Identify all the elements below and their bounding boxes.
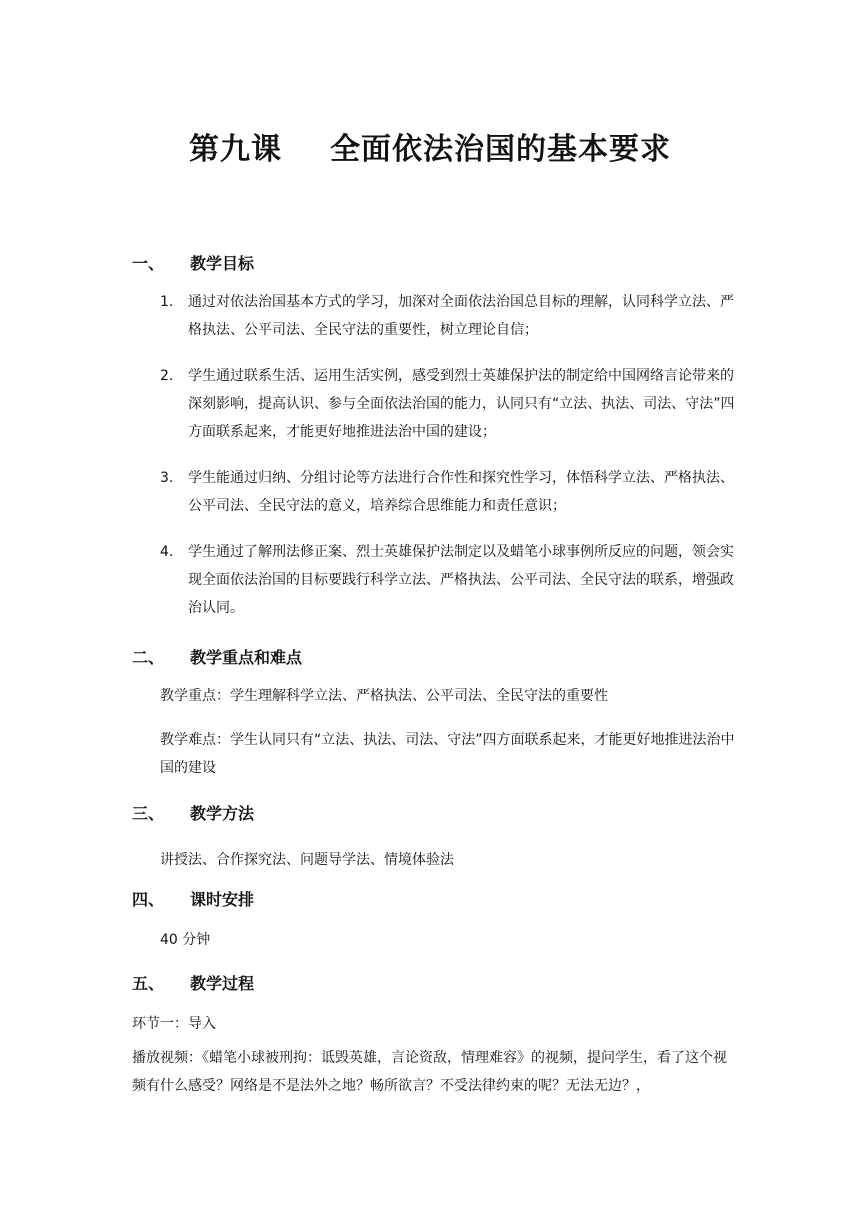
- section-heading-key-points: [132, 646, 302, 670]
- section-heading-methods: [132, 802, 254, 826]
- section-number: 一、: [132, 254, 165, 273]
- title-lesson-name: 全面依法治国的基本要求: [330, 132, 671, 167]
- objective-text: 学生能通过归纳、分组讨论等方法进行合作性和探究性学习，体悟科学立法、严格执法、公平司法、全民守法的意义，培养综合思维能力和责任意识；: [188, 470, 734, 514]
- objective-text: 学生通过了解刑法修正案、烈士英雄保护法制定以及蜡笔小球事例所反应的问题，领会实现全面依法治国的目标要践行科学立法、严格执法、公平司法、全民守法的联系，增强政治认同。: [188, 544, 734, 616]
- objective-number: 1.: [160, 294, 174, 310]
- section-number: 二、: [132, 648, 165, 667]
- objective-item: [160, 362, 736, 446]
- section-number: 四、: [132, 890, 165, 909]
- section-label: 教学目标: [190, 254, 255, 273]
- teaching-focus: 教学重点：学生理解科学立法、严格执法、公平司法、全民守法的重要性: [160, 688, 608, 704]
- section-label: 教学过程: [190, 974, 255, 993]
- section-number: 三、: [132, 804, 165, 823]
- process-intro-paragraph: 播放视频：《蜡笔小球被刑拘：诋毁英雄，言论资敌，情理难容》的视频，提问学生，看了这个视频有什么感受？网络是不是法外之地？畅所欲言？不受法律约束的呢？无法无边？，: [132, 1050, 727, 1094]
- objective-item: [160, 538, 736, 622]
- objective-number: 2.: [160, 368, 174, 384]
- section-heading-objectives: [132, 252, 254, 276]
- objective-item: [160, 288, 736, 344]
- objective-item: [160, 464, 736, 520]
- section-heading-process: [132, 972, 254, 996]
- section-label: 教学方法: [190, 804, 255, 823]
- teaching-difficulty: [132, 726, 736, 782]
- title-lesson-number: 第九课: [189, 132, 282, 167]
- objective-text: 通过对依法治国基本方式的学习，加深对全面依法治国总目标的理解，认同科学立法、严格执法、公平司法、全民守法的重要性，树立理论自信；: [188, 294, 734, 338]
- section-label: 教学重点和难点: [190, 648, 303, 667]
- section-label: 课时安排: [190, 890, 255, 909]
- process-step-label: 环节一：导入: [132, 1016, 216, 1032]
- objective-number: 4.: [160, 544, 174, 560]
- class-duration: 40 分钟: [160, 932, 211, 948]
- teaching-difficulty-text: 教学难点：学生认同只有“立法、执法、司法、守法”四方面联系起来，才能更好地推进法治中国的建设: [160, 732, 735, 776]
- teaching-methods: 讲授法、合作探究法、问题导学法、情境体验法: [160, 852, 454, 868]
- section-heading-duration: [132, 888, 254, 912]
- section-number: 五、: [132, 974, 165, 993]
- objective-text: 学生通过联系生活、运用生活实例，感受到烈士英雄保护法的制定给中国网络言论带来的深刻影响，提高认识、参与全面依法治国的能力，认同只有“立法、执法、司法、守法”四方面联系起来，才能更好地推进法治中国的建设；: [188, 368, 735, 440]
- objective-number: 3.: [160, 470, 174, 486]
- page-title: [0, 128, 860, 172]
